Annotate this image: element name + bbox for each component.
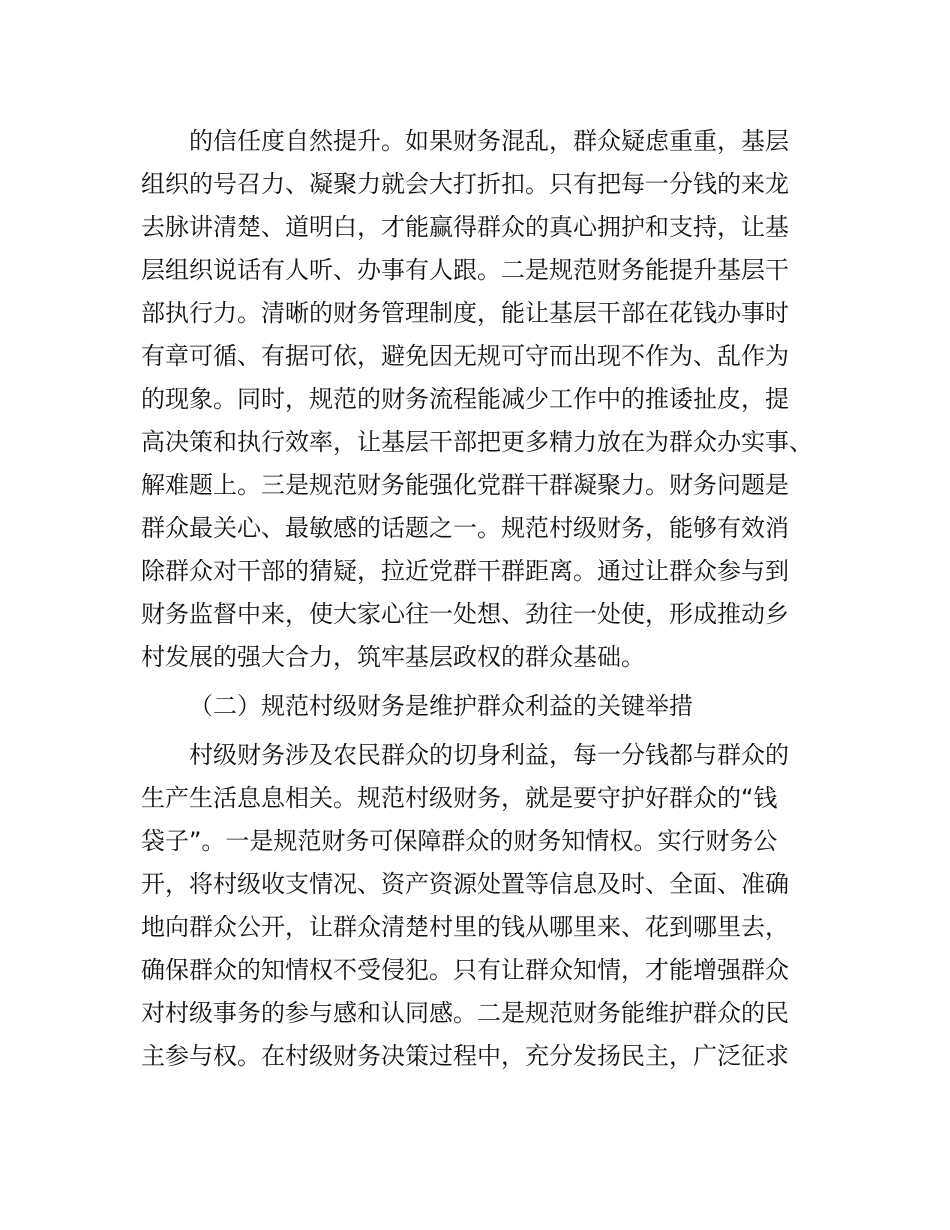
paragraph-2: [141, 734, 813, 1078]
paragraph-2-line-8: 主参与权。在村级财务决策过程中，充分发扬民主，广泛征求: [141, 1042, 789, 1070]
paragraph-2-line-2: 生产生活息息相关。规范村级财务，就是要守护好群众的“钱: [141, 784, 778, 812]
paragraph-1-line-12: 财务监督中来，使大家心往一处想、劲往一处使，形成推动乡: [141, 600, 789, 628]
document-body: [141, 120, 813, 1078]
paragraph-1-line-5: 部执行力。清晰的财务管理制度，能让基层干部在花钱办事时: [141, 299, 789, 327]
paragraph-2-line-5: 地向群众公开，让群众清楚村里的钱从哪里来、花到哪里去，: [141, 913, 789, 941]
paragraph-1-line-9: 解难题上。三是规范财务能强化党群干群凝聚力。财务问题是: [141, 471, 789, 499]
paragraph-1-line-11: 除群众对干部的猜疑，拉近党群干群距离。通过让群众参与到: [141, 557, 789, 585]
paragraph-1-line-6: 有章可循、有据可依，避免因无规可守而出现不作为、乱作为: [141, 342, 789, 370]
paragraph-1-line-10: 群众最关心、最敏感的话题之一。规范村级财务，能够有效消: [141, 514, 789, 542]
paragraph-1-line-1: 的信任度自然提升。如果财务混乱，群众疑虑重重，基层: [189, 127, 789, 155]
paragraph-1-line-8: 高决策和执行效率，让基层干部把更多精力放在为群众办实事、: [141, 428, 813, 456]
paragraph-2-line-3: 袋子”。一是规范财务可保障群众的财务知情权。实行财务公: [141, 827, 778, 855]
paragraph-2-line-6: 确保群众的知情权不受侵犯。只有让群众知情，才能增强群众: [141, 956, 789, 984]
paragraph-1: [141, 120, 813, 679]
paragraph-1-line-2: 组织的号召力、凝聚力就会大打折扣。只有把每一分钱的来龙: [141, 170, 789, 198]
paragraph-1-line-13: 村发展的强大合力，筑牢基层政权的群众基础。: [141, 643, 645, 671]
paragraph-1-line-7: 的现象。同时，规范的财务流程能减少工作中的推诿扯皮，提: [141, 385, 789, 413]
paragraph-1-line-3: 去脉讲清楚、道明白，才能赢得群众的真心拥护和支持，让基: [141, 213, 789, 241]
paragraph-2-line-1: 村级财务涉及农民群众的切身利益，每一分钱都与群众的: [189, 741, 789, 769]
paragraph-2-line-7: 对村级事务的参与感和认同感。二是规范财务能维护群众的民: [141, 999, 789, 1027]
section-heading: （二）规范村级财务是维护群众利益的关键举措: [189, 692, 693, 720]
paragraph-2-line-4: 开，将村级收支情况、资产资源处置等信息及时、全面、准确: [141, 870, 789, 898]
paragraph-1-line-4: 层组织说话有人听、办事有人跟。二是规范财务能提升基层干: [141, 256, 789, 284]
